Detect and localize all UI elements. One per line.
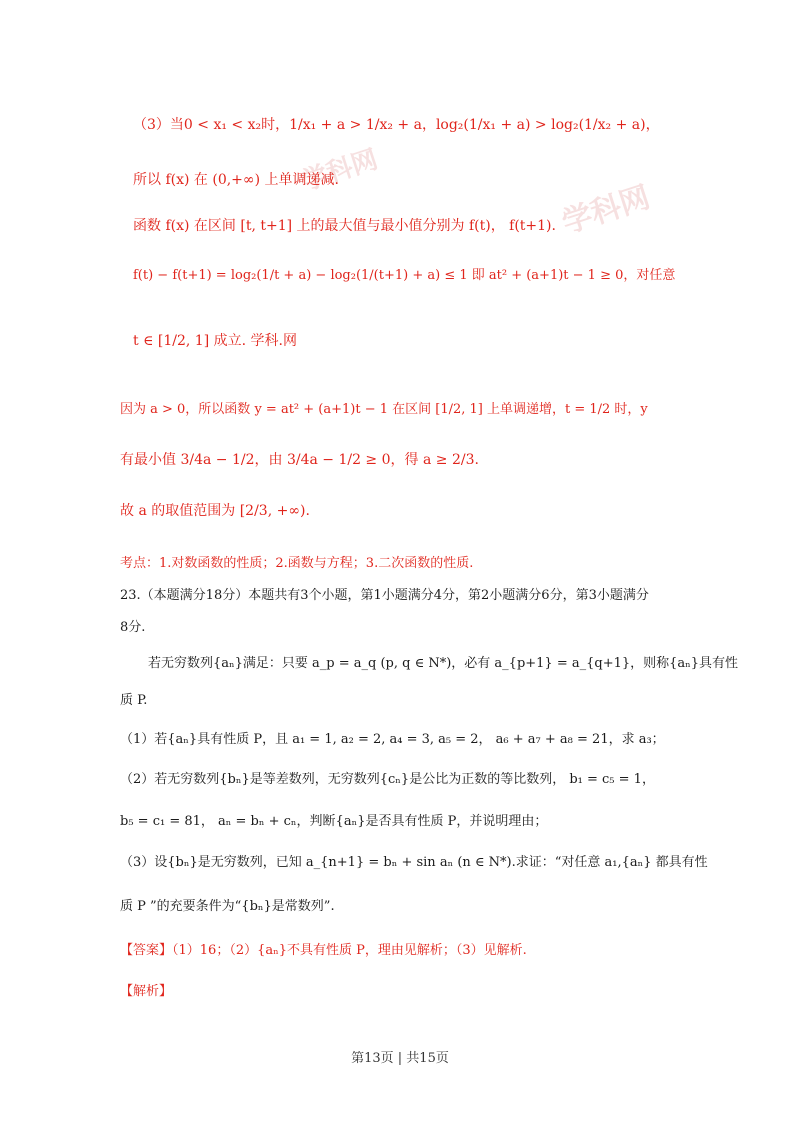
page-footer: 第13页 | 共15页 — [351, 1051, 449, 1066]
solution-line-6: 因为 a > 0，所以函数 y = at² + (a+1)t − 1 在区间 [1/2, 1] 上单调递增，t = 1/2 时，y — [120, 402, 648, 417]
watermark-top: 学科网 — [557, 179, 655, 241]
solution-line-8: 故 a 的取值范围为 [2/3, +∞). — [120, 503, 310, 519]
solution-line-3: 函数 f(x) 在区间 [t, t+1] 上的最大值与最小值分别为 f(t)， f(t+1). — [133, 218, 556, 234]
problem23-heading: 23.（本题满分18分）本题共有3个小题，第1小题满分4分，第2小题满分6分，第3小题满分 — [120, 588, 649, 603]
jiexi-label: 【解析】 — [120, 984, 173, 999]
solution-line-1: （3）当0 < x₁ < x₂时，1/x₁ + a > 1/x₂ + a，log₂(1/x₁ + a) > log₂(1/x₂ + a)， — [133, 117, 660, 133]
problem23-definition-cont: 质 P. — [120, 693, 148, 708]
watermark-mid: 学科网 — [298, 144, 382, 198]
problem23-q3: （3）设{bₙ}是无穷数列，已知 a_{n+1} = bₙ + sin aₙ (n ∈ N*).求证：“对任意 a₁,{aₙ} 都具有性 — [120, 855, 708, 870]
problem23-q1: （1）若{aₙ}具有性质 P，且 a₁ = 1, a₂ = 2, a₄ = 3, a₅ = 2， a₆ + a₇ + a₈ = 21，求 a₃； — [120, 732, 665, 747]
problem23-q3-cont: 质 P ”的充要条件为“{bₙ}是常数列”. — [120, 899, 335, 914]
problem23-heading-cont: 8分. — [120, 620, 146, 635]
kaodian-line: 考点：1.对数函数的性质；2.函数与方程；3.二次函数的性质. — [120, 556, 474, 571]
problem23-definition: 若无穷数列{aₙ}满足：只要 a_p = a_q (p, q ∈ N*)，必有 a_{p+1} = a_{q+1}，则称{aₙ}具有性 — [148, 656, 739, 671]
problem23-q2: （2）若无穷数列{bₙ}是等差数列，无穷数列{cₙ}是公比为正数的等比数列， b₁ = c₅ = 1， — [120, 772, 655, 787]
solution-line-2: 所以 f(x) 在 (0,+∞) 上单调递减. — [133, 172, 339, 188]
problem23-q2-cont: b₅ = c₁ = 81， aₙ = bₙ + cₙ，判断{aₙ}是否具有性质 P，并说明理由； — [120, 814, 548, 829]
solution-line-5: t ∈ [1/2, 1] 成立. 学科.网 — [133, 333, 297, 349]
solution-line-7: 有最小值 3/4a − 1/2，由 3/4a − 1/2 ≥ 0，得 a ≥ 2/3. — [120, 452, 479, 468]
solution-line-4: f(t) − f(t+1) = log₂(1/t + a) − log₂(1/(t+1) + a) ≤ 1 即 at² + (a+1)t − 1 ≥ 0，对任意 — [133, 268, 676, 283]
answer-line: 【答案】（1）16；（2）{aₙ}不具有性质 P，理由见解析；（3）见解析. — [120, 943, 527, 958]
